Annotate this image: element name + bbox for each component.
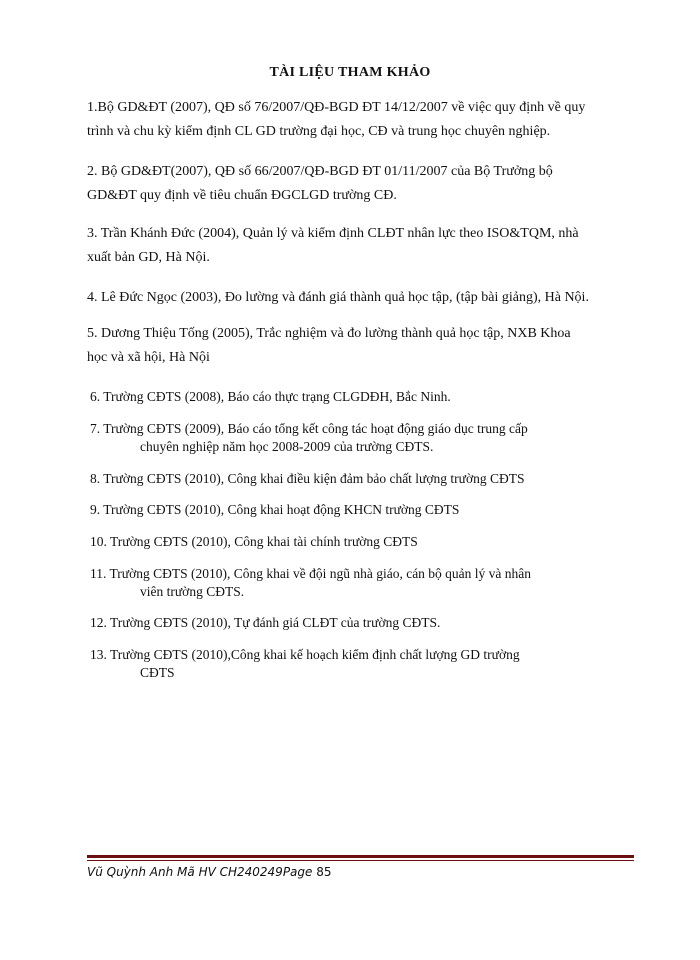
reference-item-7: [90, 420, 630, 456]
reference-line: chuyên nghiệp năm học 2008-2009 của trường CĐTS.: [140, 439, 434, 454]
reference-line: 8. Trường CĐTS (2010), Công khai điều kiện đảm bảo chất lượng trường CĐTS: [90, 471, 525, 486]
reference-line: 10. Trường CĐTS (2010), Công khai tài chính trường CĐTS: [90, 534, 418, 549]
reference-line: 7. Trường CĐTS (2009), Báo cáo tổng kết công tác hoạt động giáo dục trung cấp: [90, 421, 528, 436]
reference-line: CĐTS: [140, 665, 175, 680]
reference-line: trình và chu kỳ kiểm định CL GD trường đại học, CĐ và trung học chuyên nghiệp.: [87, 124, 551, 139]
reference-line: 3. Trần Khánh Đức (2004), Quản lý và kiểm định CLĐT nhân lực theo ISO&TQM, nhà: [87, 226, 579, 241]
reference-item-10: [90, 533, 630, 551]
reference-line: 6. Trường CĐTS (2008), Báo cáo thực trạng CLGDĐH, Bắc Ninh.: [90, 389, 451, 404]
reference-line: 2. Bộ GD&ĐT(2007), QĐ số 66/2007/QĐ-BGD ĐT 01/11/2007 của Bộ Trưởng bộ: [87, 164, 553, 179]
reference-line: 12. Trường CĐTS (2010), Tự đánh giá CLĐT của trường CĐTS.: [90, 615, 441, 630]
reference-line: 1.Bộ GD&ĐT (2007), QĐ số 76/2007/QĐ-BGD ĐT 14/12/2007 về việc quy định về quy: [87, 100, 586, 115]
reference-item-5: [87, 322, 647, 370]
reference-line: 9. Trường CĐTS (2010), Công khai hoạt động KHCN trường CĐTS: [90, 502, 460, 517]
reference-line: xuất bản GD, Hà Nội.: [87, 250, 210, 265]
reference-line: GD&ĐT quy định về tiêu chuẩn ĐGCLGD trường CĐ.: [87, 188, 397, 203]
reference-item-1: [87, 96, 647, 144]
reference-item-13: [90, 646, 630, 682]
footer-rule: [87, 855, 634, 858]
reference-item-6: [90, 388, 630, 406]
reference-item-11: [90, 565, 630, 601]
reference-item-3: [87, 222, 647, 270]
footer-author: Vũ Quỳnh Anh Mã HV CH240249Page: [87, 865, 313, 879]
reference-item-4: [87, 286, 647, 310]
reference-item-2: [87, 160, 647, 208]
footer-rule-thin: [87, 860, 634, 861]
page-title: TÀI LIỆU THAM KHẢO: [269, 65, 431, 80]
reference-line: 13. Trường CĐTS (2010),Công khai kế hoạch kiểm định chất lượng GD trường: [90, 647, 520, 662]
reference-line: 5. Dương Thiệu Tống (2005), Trắc nghiệm và đo lường thành quả học tập, NXB Khoa: [87, 326, 571, 341]
reference-item-12: [90, 614, 630, 632]
reference-line: 4. Lê Đức Ngọc (2003), Đo lường và đánh giá thành quả học tập, (tập bài giảng), Hà Nội.: [87, 290, 589, 305]
reference-line: học và xã hội, Hà Nội: [87, 350, 210, 365]
reference-item-9: [90, 501, 630, 519]
page-footer: [87, 864, 332, 880]
reference-line: viên trường CĐTS.: [140, 584, 245, 599]
reference-item-8: [90, 470, 630, 488]
page-number: 85: [316, 865, 332, 879]
reference-line: 11. Trường CĐTS (2010), Công khai về đội ngũ nhà giáo, cán bộ quản lý và nhân: [90, 566, 532, 581]
